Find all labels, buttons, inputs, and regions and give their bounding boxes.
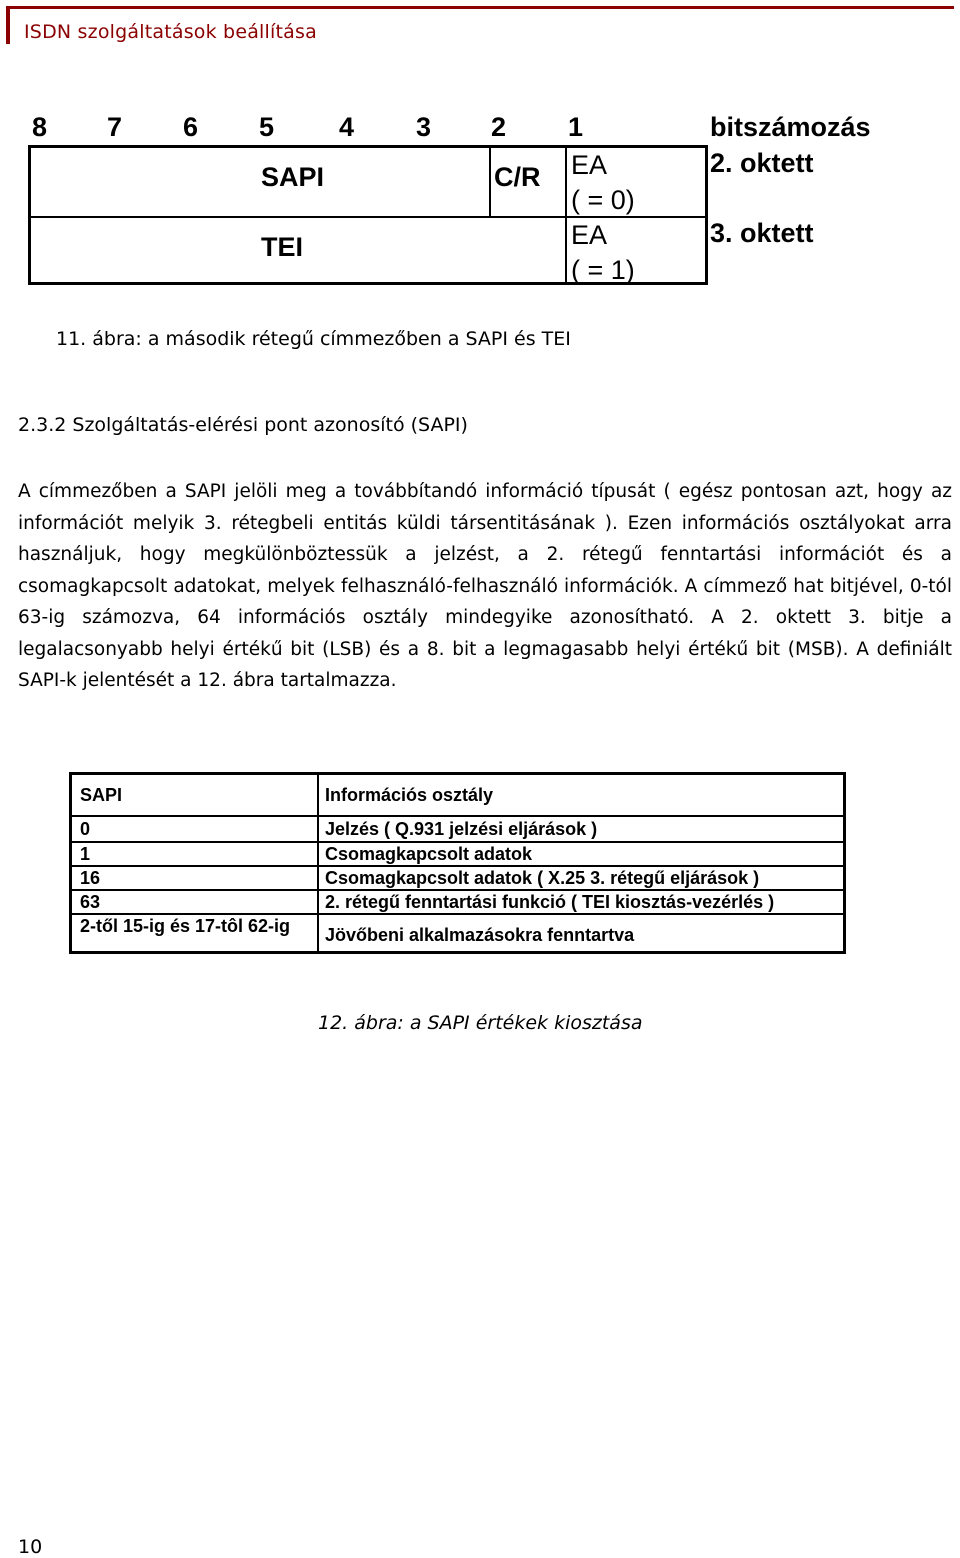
table-cell: 0 bbox=[80, 819, 91, 839]
column-divider bbox=[565, 148, 567, 282]
table-cell: Csomagkapcsolt adatok bbox=[325, 844, 533, 864]
header-title: ISDN szolgáltatások beállítása bbox=[24, 21, 317, 43]
table-cell: Csomagkapcsolt adatok ( X.25 3. rétegű eljárások ) bbox=[325, 868, 760, 888]
table-cell: 16 bbox=[80, 868, 101, 888]
bit-number: 2 bbox=[491, 112, 507, 142]
bit-number: 6 bbox=[183, 112, 199, 142]
octet-2-label: 2. oktett bbox=[710, 148, 814, 178]
column-divider bbox=[317, 775, 319, 951]
bit-number: 5 bbox=[259, 112, 275, 142]
page-number: 10 bbox=[18, 1536, 43, 1558]
row-divider bbox=[72, 889, 843, 891]
header-info-class: Információs osztály bbox=[325, 785, 494, 805]
octet-3-label: 3. oktett bbox=[710, 218, 814, 248]
ea0-line1: EA bbox=[571, 150, 608, 180]
table-cell: 63 bbox=[80, 892, 101, 912]
table-cell: 1 bbox=[80, 844, 91, 864]
bit-number: 4 bbox=[339, 112, 355, 142]
cr-cell: C/R bbox=[494, 162, 541, 192]
figure-11-caption: 11. ábra: a második rétegű címmezőben a SAPI és TEI bbox=[56, 328, 571, 350]
figure-12-caption: 12. ábra: a SAPI értékek kiosztása bbox=[318, 1012, 643, 1034]
row-divider bbox=[72, 815, 843, 817]
row-divider bbox=[72, 865, 843, 867]
table-cell: Jelzés ( Q.931 jelzési eljárások ) bbox=[325, 819, 598, 839]
ea0-line2: ( = 0) bbox=[571, 185, 635, 215]
bit-numbering-label: bitszámozás bbox=[710, 112, 871, 142]
column-divider bbox=[489, 148, 491, 216]
table-cell: 2-től 15-ig és 17-tôl 62-ig bbox=[80, 916, 291, 936]
body-paragraph: A címmezőben a SAPI jelöli meg a továbbítandó információ típusát ( egész pontosan azt, hogy az információt melyik 3. rétegbeli entitás küldi társentitásának ). Ezen információs osztályokat arra használjuk, hogy megkülönböztessük a jelzést, a 2. rétegű fenntartási információt és a csomagkapcsolt adatokat, melyek felhasználó-felhasználó információk. A címmező hat bitjével, 0-tól 63-ig számozva, 64 információs osztály mindegyike azonosítható. A 2. oktett 3. bitje a legalacsonyabb helyi értékű bit (LSB) és a 8. bit a legmagasabb helyi értékű bit (MSB). A definiált SAPI-k jelentését a 12. ábra tartalmazza. bbox=[18, 481, 952, 691]
ea1-line2: ( = 1) bbox=[571, 255, 635, 285]
header-sapi: SAPI bbox=[80, 785, 123, 805]
address-field-table bbox=[28, 145, 708, 285]
page-header bbox=[6, 6, 954, 44]
row-divider bbox=[31, 216, 705, 218]
section-heading: 2.3.2 Szolgáltatás-elérési pont azonosító (SAPI) bbox=[18, 414, 468, 436]
bit-number: 7 bbox=[107, 112, 123, 142]
bit-number: 8 bbox=[32, 112, 48, 142]
table-cell: 2. rétegű fenntartási funkció ( TEI kiosztás-vezérlés ) bbox=[325, 892, 775, 912]
table-cell: Jövőbeni alkalmazásokra fenntartva bbox=[325, 925, 635, 945]
row-divider bbox=[72, 841, 843, 843]
row-divider bbox=[72, 913, 843, 915]
sapi-values-table bbox=[69, 772, 846, 954]
tei-cell: TEI bbox=[261, 232, 304, 262]
sapi-cell: SAPI bbox=[261, 162, 325, 192]
ea1-line1: EA bbox=[571, 220, 608, 250]
bit-number: 3 bbox=[416, 112, 432, 142]
bit-number: 1 bbox=[568, 112, 584, 142]
